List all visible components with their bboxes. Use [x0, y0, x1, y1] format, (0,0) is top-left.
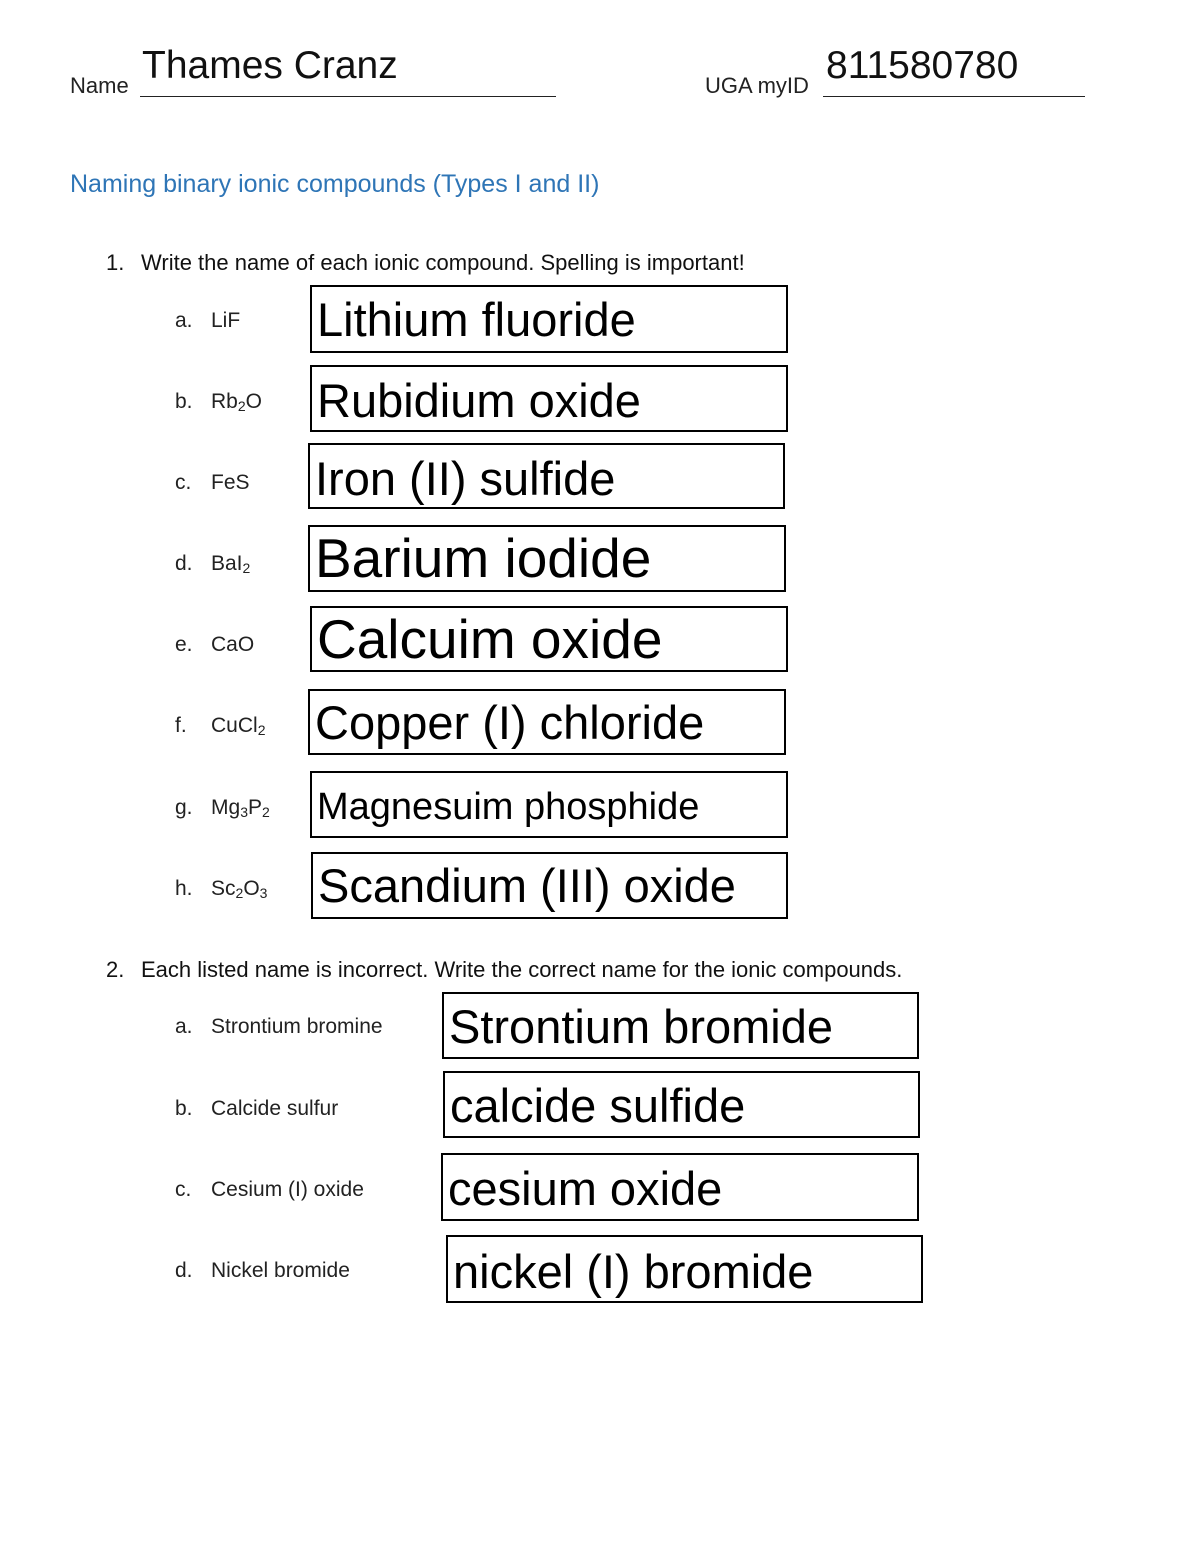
formula-subscript: 3 — [259, 885, 268, 901]
q2-item-letter: c. — [175, 1178, 192, 1201]
formula-subscript: 2 — [235, 885, 244, 901]
q1-item-label — [211, 309, 240, 333]
formula-subscript: 2 — [262, 804, 270, 820]
formula-element: LiF — [211, 309, 241, 332]
name-value[interactable]: Thames Cranz — [142, 44, 398, 87]
q1-item-label — [211, 714, 265, 738]
id-underline — [823, 96, 1085, 97]
question-1-number: 1. — [106, 250, 125, 275]
q2-item-label: Strontium bromine — [211, 1015, 383, 1038]
formula-element: BaI — [211, 552, 243, 575]
formula-element: Mg — [211, 796, 241, 819]
q1-item-letter: g. — [175, 796, 193, 819]
formula-subscript: 2 — [242, 560, 251, 576]
q1-item-label — [211, 877, 267, 901]
q2-answer-text: cesium oxide — [448, 1162, 723, 1215]
q1-answer-box[interactable] — [310, 606, 788, 672]
q1-answer-box[interactable] — [308, 525, 786, 592]
q2-item-letter: a. — [175, 1015, 193, 1038]
id-value[interactable]: 811580780 — [826, 44, 1019, 87]
q1-item-letter: b. — [175, 390, 193, 413]
q1-item-label — [211, 552, 250, 576]
name-underline — [140, 96, 556, 97]
q1-answer-box[interactable] — [308, 689, 786, 755]
q1-answer-text: Iron (II) sulfide — [315, 452, 616, 505]
id-label: UGA myID — [705, 73, 809, 98]
q2-answer-box[interactable] — [442, 992, 919, 1059]
formula-element: Sc — [211, 877, 236, 900]
page-title: Naming binary ionic compounds (Types I and II) — [70, 170, 600, 198]
formula-element: CuCl — [211, 714, 258, 737]
q1-item-label — [211, 633, 254, 657]
name-label: Name — [70, 73, 129, 98]
q1-item-label — [211, 390, 262, 414]
q2-item-label: Cesium (I) oxide — [211, 1178, 364, 1201]
formula-element: Rb — [211, 390, 238, 413]
formula-element: P — [247, 796, 262, 819]
q1-answer-text: Magnesuim phosphide — [317, 786, 700, 828]
q1-answer-text: Copper (I) chloride — [315, 696, 705, 749]
q2-answer-text: nickel (I) bromide — [453, 1245, 814, 1298]
q1-item-letter: h. — [175, 877, 193, 900]
q1-answer-text: Calcuim oxide — [317, 608, 663, 670]
q1-answer-text: Barium iodide — [315, 527, 652, 589]
q2-item-letter: d. — [175, 1259, 193, 1282]
formula-subscript: 2 — [257, 722, 266, 738]
q1-item-letter: c. — [175, 471, 192, 494]
q1-item-letter: f. — [175, 714, 187, 737]
formula-element: FeS — [211, 471, 250, 494]
q2-answer-text: Strontium bromide — [449, 1000, 833, 1053]
q2-answer-box[interactable] — [441, 1153, 919, 1221]
question-1-prompt: Write the name of each ionic compound. Spelling is important! — [141, 250, 745, 275]
q1-answer-box[interactable] — [310, 285, 788, 353]
q1-answer-box[interactable] — [308, 443, 785, 509]
formula-element: O — [245, 390, 262, 413]
q2-item-label: Calcide sulfur — [211, 1097, 339, 1120]
q2-answer-box[interactable] — [446, 1235, 923, 1303]
q2-answer-text: calcide sulfide — [450, 1079, 746, 1132]
q1-item-label — [211, 471, 250, 495]
q1-item-letter: e. — [175, 633, 193, 656]
question-2-prompt: Each listed name is incorrect. Write the correct name for the ionic compounds. — [141, 957, 903, 982]
q1-item-letter: d. — [175, 552, 193, 575]
formula-subscript: 2 — [237, 398, 246, 414]
q2-item-label: Nickel bromide — [211, 1259, 350, 1282]
formula-subscript: 3 — [240, 804, 248, 820]
formula-element: CaO — [211, 633, 255, 656]
formula-element: O — [243, 877, 260, 900]
q2-answer-box[interactable] — [443, 1071, 920, 1138]
q1-answer-box[interactable] — [310, 771, 788, 838]
q1-answer-text: Scandium (III) oxide — [318, 859, 736, 912]
question-2-number: 2. — [106, 957, 125, 982]
q1-answer-text: Lithium fluoride — [317, 293, 636, 346]
q2-item-letter: b. — [175, 1097, 193, 1120]
q1-answer-box[interactable] — [310, 365, 788, 432]
q1-answer-text: Rubidium oxide — [317, 374, 641, 427]
q1-item-letter: a. — [175, 309, 193, 332]
q1-item-label — [211, 796, 270, 820]
q1-answer-box[interactable] — [311, 852, 788, 919]
